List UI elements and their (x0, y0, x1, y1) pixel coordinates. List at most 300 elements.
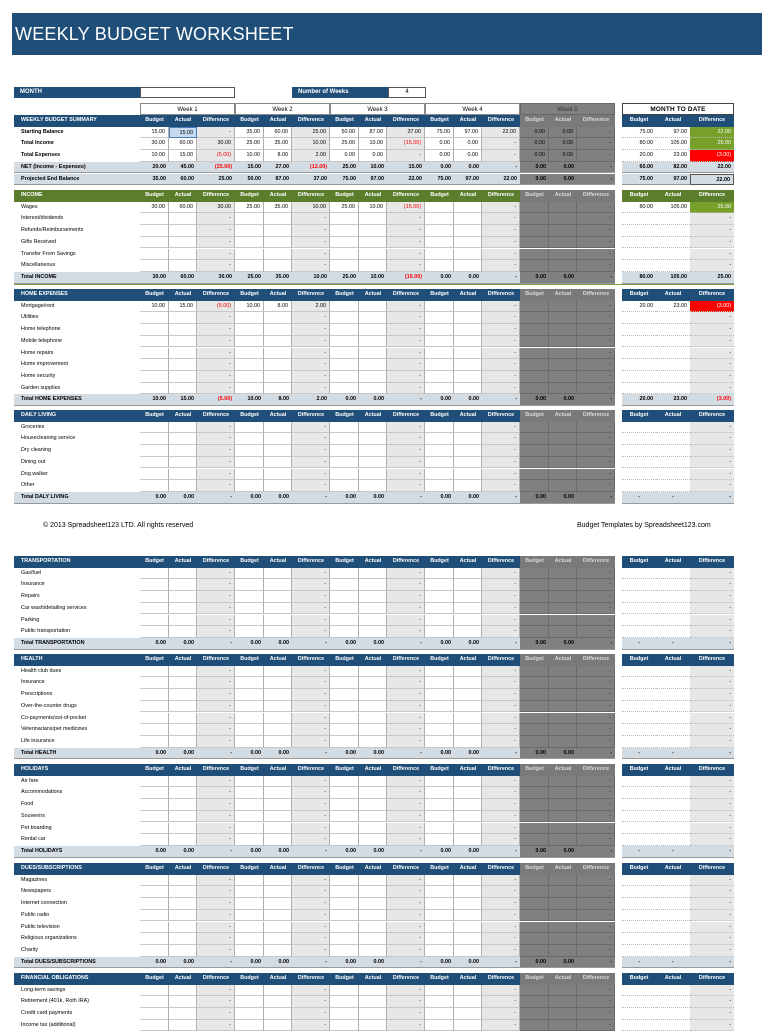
amount-input[interactable] (140, 922, 169, 934)
amount-input[interactable] (140, 689, 169, 701)
amount-input[interactable] (454, 736, 482, 748)
amount-input[interactable] (140, 225, 169, 237)
amount-input[interactable] (359, 666, 387, 678)
amount-input[interactable] (169, 724, 197, 736)
amount-input[interactable] (140, 799, 169, 811)
amount-input[interactable]: 35.00 (264, 138, 292, 150)
amount-input[interactable] (549, 336, 577, 348)
amount-input[interactable] (425, 225, 454, 237)
amount-input[interactable] (264, 445, 292, 457)
amount-input[interactable] (140, 579, 169, 591)
amount-input[interactable]: 25.00 (235, 138, 264, 150)
amount-input[interactable] (549, 213, 577, 225)
amount-input[interactable]: 60.00 (169, 202, 197, 214)
amount-input[interactable] (235, 603, 264, 615)
amount-input[interactable] (330, 579, 359, 591)
amount-input[interactable] (140, 249, 169, 261)
amount-input[interactable] (264, 225, 292, 237)
amount-input[interactable] (454, 579, 482, 591)
amount-input[interactable] (169, 312, 197, 324)
amount-input[interactable] (235, 689, 264, 701)
amount-input[interactable]: 8.00 (264, 301, 292, 313)
amount-input[interactable] (549, 260, 577, 272)
amount-input[interactable]: 0.00 (520, 127, 549, 139)
amount-input[interactable] (520, 249, 549, 261)
amount-input[interactable] (235, 799, 264, 811)
amount-input[interactable] (520, 677, 549, 689)
amount-input[interactable] (330, 615, 359, 627)
amount-input[interactable] (169, 875, 197, 887)
amount-input[interactable] (359, 469, 387, 481)
amount-input[interactable] (520, 985, 549, 997)
amount-input[interactable] (359, 933, 387, 945)
amount-input[interactable] (425, 736, 454, 748)
amount-input[interactable] (520, 579, 549, 591)
amount-input[interactable]: 10.00 (140, 150, 169, 162)
amount-input[interactable] (520, 348, 549, 360)
amount-input[interactable] (330, 359, 359, 371)
amount-input[interactable] (425, 626, 454, 638)
amount-input[interactable] (140, 713, 169, 725)
amount-input[interactable] (169, 823, 197, 835)
amount-input[interactable] (169, 469, 197, 481)
amount-input[interactable] (330, 480, 359, 492)
amount-input[interactable] (359, 811, 387, 823)
amount-input[interactable] (140, 886, 169, 898)
amount-input[interactable]: 10.00 (235, 150, 264, 162)
amount-input[interactable] (264, 626, 292, 638)
amount-input[interactable] (359, 591, 387, 603)
amount-input[interactable] (169, 260, 197, 272)
amount-input[interactable]: 10.00 (359, 138, 387, 150)
amount-input[interactable] (169, 933, 197, 945)
amount-input[interactable] (359, 301, 387, 313)
amount-input[interactable] (425, 336, 454, 348)
amount-input[interactable] (520, 237, 549, 249)
amount-input[interactable] (169, 689, 197, 701)
amount-input[interactable] (520, 383, 549, 395)
amount-input[interactable] (140, 336, 169, 348)
amount-input[interactable] (330, 996, 359, 1008)
amount-input[interactable]: 87.00 (359, 127, 387, 139)
amount-input[interactable] (330, 823, 359, 835)
amount-input[interactable] (359, 348, 387, 360)
amount-input[interactable] (330, 910, 359, 922)
amount-input[interactable] (520, 875, 549, 887)
amount-input[interactable] (425, 689, 454, 701)
amount-input[interactable] (454, 336, 482, 348)
amount-input[interactable] (454, 996, 482, 1008)
amount-input[interactable] (330, 799, 359, 811)
amount-input[interactable] (520, 689, 549, 701)
amount-input[interactable] (520, 469, 549, 481)
amount-input[interactable] (140, 371, 169, 383)
amount-input[interactable] (140, 898, 169, 910)
amount-input[interactable] (520, 260, 549, 272)
amount-input[interactable] (169, 985, 197, 997)
amount-input[interactable]: 0.00 (520, 150, 549, 162)
amount-input[interactable] (359, 225, 387, 237)
amount-input[interactable] (140, 945, 169, 957)
amount-input[interactable] (169, 213, 197, 225)
amount-input[interactable] (549, 910, 577, 922)
amount-input[interactable] (235, 898, 264, 910)
amount-input[interactable] (425, 237, 454, 249)
amount-input[interactable] (330, 469, 359, 481)
amount-input[interactable] (454, 260, 482, 272)
amount-input[interactable] (330, 724, 359, 736)
amount-input[interactable] (264, 457, 292, 469)
amount-input[interactable] (520, 886, 549, 898)
amount-input[interactable] (264, 568, 292, 580)
amount-input[interactable] (264, 985, 292, 997)
amount-input[interactable] (425, 480, 454, 492)
amount-input[interactable] (359, 626, 387, 638)
amount-input[interactable] (520, 945, 549, 957)
amount-input[interactable] (359, 336, 387, 348)
amount-input[interactable] (359, 260, 387, 272)
amount-input[interactable] (330, 324, 359, 336)
amount-input[interactable] (425, 724, 454, 736)
amount-input[interactable] (264, 834, 292, 846)
amount-input[interactable] (359, 1008, 387, 1020)
amount-input[interactable] (454, 348, 482, 360)
amount-input[interactable] (264, 898, 292, 910)
amount-input[interactable] (235, 666, 264, 678)
amount-input[interactable] (235, 591, 264, 603)
amount-input[interactable] (264, 324, 292, 336)
amount-input[interactable] (549, 985, 577, 997)
amount-input[interactable] (235, 933, 264, 945)
amount-input[interactable] (425, 324, 454, 336)
amount-input[interactable] (140, 457, 169, 469)
amount-input[interactable] (330, 933, 359, 945)
amount-input[interactable] (549, 422, 577, 434)
amount-input[interactable] (454, 301, 482, 313)
amount-input[interactable] (169, 776, 197, 788)
amount-input[interactable] (425, 371, 454, 383)
amount-input[interactable] (140, 677, 169, 689)
amount-input[interactable] (520, 811, 549, 823)
amount-input[interactable] (425, 799, 454, 811)
amount-input[interactable] (235, 701, 264, 713)
amount-input[interactable] (235, 1008, 264, 1020)
amount-input[interactable] (549, 433, 577, 445)
amount-input[interactable] (140, 603, 169, 615)
amount-input[interactable] (549, 249, 577, 261)
amount-input[interactable] (169, 922, 197, 934)
amount-input[interactable] (549, 736, 577, 748)
amount-input[interactable] (359, 834, 387, 846)
amount-input[interactable] (140, 701, 169, 713)
amount-input[interactable] (549, 626, 577, 638)
amount-input[interactable] (140, 591, 169, 603)
amount-input[interactable] (454, 724, 482, 736)
amount-input[interactable] (549, 383, 577, 395)
amount-input[interactable] (425, 713, 454, 725)
amount-input[interactable] (235, 713, 264, 725)
amount-input[interactable] (454, 922, 482, 934)
amount-input[interactable] (264, 1008, 292, 1020)
amount-input[interactable] (140, 811, 169, 823)
amount-input[interactable] (140, 615, 169, 627)
amount-input[interactable] (549, 677, 577, 689)
amount-input[interactable] (169, 568, 197, 580)
amount-input[interactable] (169, 811, 197, 823)
amount-input[interactable] (454, 324, 482, 336)
amount-input[interactable] (359, 568, 387, 580)
amount-input[interactable] (359, 1020, 387, 1032)
amount-input[interactable] (330, 1008, 359, 1020)
amount-input[interactable] (330, 348, 359, 360)
amount-input[interactable] (264, 213, 292, 225)
amount-input[interactable] (330, 787, 359, 799)
amount-input[interactable] (425, 603, 454, 615)
amount-input[interactable] (359, 383, 387, 395)
amount-input[interactable]: 60.00 (169, 138, 197, 150)
amount-input[interactable] (140, 445, 169, 457)
amount-input[interactable] (454, 383, 482, 395)
amount-input[interactable]: 8.00 (264, 150, 292, 162)
amount-input[interactable] (454, 898, 482, 910)
amount-input[interactable] (549, 312, 577, 324)
amount-input[interactable] (454, 799, 482, 811)
amount-input[interactable] (264, 1020, 292, 1032)
amount-input[interactable] (520, 336, 549, 348)
amount-input[interactable] (359, 249, 387, 261)
amount-input[interactable] (425, 811, 454, 823)
amount-input[interactable] (140, 213, 169, 225)
amount-input[interactable] (520, 933, 549, 945)
amount-input[interactable] (264, 422, 292, 434)
amount-input[interactable] (359, 457, 387, 469)
amount-input[interactable] (169, 433, 197, 445)
amount-input[interactable] (235, 776, 264, 788)
amount-input[interactable]: 25.00 (235, 202, 264, 214)
amount-input[interactable]: 50.00 (330, 127, 359, 139)
amount-input[interactable] (549, 996, 577, 1008)
amount-input[interactable] (549, 348, 577, 360)
amount-input[interactable] (520, 1020, 549, 1032)
amount-input[interactable] (520, 324, 549, 336)
amount-input[interactable] (264, 922, 292, 934)
amount-input[interactable] (425, 249, 454, 261)
amount-input[interactable] (454, 811, 482, 823)
amount-input[interactable] (264, 713, 292, 725)
amount-input[interactable] (235, 348, 264, 360)
amount-input[interactable] (549, 834, 577, 846)
amount-input[interactable] (140, 787, 169, 799)
amount-input[interactable] (169, 457, 197, 469)
amount-input[interactable] (330, 666, 359, 678)
amount-input[interactable] (549, 823, 577, 835)
amount-input[interactable] (264, 736, 292, 748)
amount-input[interactable] (140, 422, 169, 434)
amount-input[interactable] (359, 433, 387, 445)
amount-input[interactable] (549, 713, 577, 725)
amount-input[interactable] (169, 834, 197, 846)
amount-input[interactable] (359, 945, 387, 957)
amount-input[interactable] (425, 568, 454, 580)
amount-input[interactable] (520, 910, 549, 922)
amount-input[interactable] (264, 875, 292, 887)
amount-input[interactable] (359, 776, 387, 788)
amount-input[interactable] (549, 875, 577, 887)
amount-input[interactable] (330, 677, 359, 689)
amount-input[interactable] (549, 666, 577, 678)
amount-input[interactable] (425, 875, 454, 887)
amount-input[interactable] (359, 480, 387, 492)
amount-input[interactable] (140, 736, 169, 748)
amount-input[interactable] (425, 579, 454, 591)
amount-input[interactable] (169, 324, 197, 336)
amount-input[interactable] (235, 615, 264, 627)
amount-input[interactable] (264, 787, 292, 799)
amount-input[interactable] (330, 260, 359, 272)
amount-input[interactable] (425, 433, 454, 445)
amount-input[interactable] (264, 677, 292, 689)
amount-input[interactable] (330, 811, 359, 823)
amount-input[interactable] (140, 875, 169, 887)
amount-input[interactable] (264, 371, 292, 383)
amount-input[interactable] (520, 922, 549, 934)
amount-input[interactable] (549, 371, 577, 383)
amount-input[interactable] (520, 736, 549, 748)
amount-input[interactable] (549, 202, 577, 214)
amount-input[interactable]: 10.00 (140, 301, 169, 313)
amount-input[interactable] (549, 591, 577, 603)
amount-input[interactable] (425, 469, 454, 481)
amount-input[interactable] (359, 922, 387, 934)
amount-input[interactable] (235, 910, 264, 922)
amount-input[interactable] (235, 677, 264, 689)
amount-input[interactable] (330, 603, 359, 615)
amount-input[interactable] (169, 701, 197, 713)
amount-input[interactable] (330, 898, 359, 910)
amount-input[interactable]: 25.00 (330, 202, 359, 214)
amount-input[interactable] (425, 834, 454, 846)
amount-input[interactable] (330, 886, 359, 898)
amount-input[interactable] (169, 910, 197, 922)
amount-input[interactable] (549, 603, 577, 615)
amount-input[interactable] (520, 202, 549, 214)
amount-input[interactable] (520, 615, 549, 627)
amount-input[interactable] (169, 898, 197, 910)
amount-input[interactable] (520, 626, 549, 638)
amount-input[interactable]: 0.00 (359, 150, 387, 162)
amount-input[interactable] (359, 359, 387, 371)
amount-input[interactable] (169, 677, 197, 689)
amount-input[interactable] (454, 615, 482, 627)
amount-input[interactable] (264, 615, 292, 627)
amount-input[interactable] (235, 736, 264, 748)
amount-input[interactable] (169, 945, 197, 957)
amount-input[interactable] (454, 875, 482, 887)
amount-input[interactable] (520, 445, 549, 457)
amount-input[interactable]: 97.00 (454, 127, 482, 139)
amount-input[interactable] (264, 933, 292, 945)
amount-input[interactable] (520, 213, 549, 225)
amount-input[interactable] (330, 626, 359, 638)
amount-input[interactable]: 0.00 (549, 127, 577, 139)
amount-input[interactable] (520, 787, 549, 799)
amount-input[interactable] (330, 1020, 359, 1032)
amount-input[interactable] (235, 422, 264, 434)
amount-input[interactable]: 0.00 (425, 150, 454, 162)
amount-input[interactable] (520, 568, 549, 580)
amount-input[interactable]: 60.00 (264, 127, 292, 139)
amount-input[interactable] (359, 701, 387, 713)
amount-input[interactable] (359, 736, 387, 748)
amount-input[interactable] (140, 383, 169, 395)
amount-input[interactable] (330, 422, 359, 434)
amount-input[interactable] (264, 996, 292, 1008)
amount-input[interactable] (264, 724, 292, 736)
amount-input[interactable] (359, 603, 387, 615)
amount-input[interactable] (359, 324, 387, 336)
amount-input[interactable] (235, 834, 264, 846)
amount-input[interactable] (359, 886, 387, 898)
amount-input[interactable] (330, 834, 359, 846)
amount-input[interactable] (235, 433, 264, 445)
amount-input[interactable] (425, 898, 454, 910)
amount-input[interactable] (264, 359, 292, 371)
amount-input[interactable]: 15.00 (140, 127, 169, 139)
amount-input[interactable] (454, 945, 482, 957)
amount-input[interactable] (520, 713, 549, 725)
amount-input[interactable] (330, 383, 359, 395)
amount-input[interactable] (264, 579, 292, 591)
amount-input[interactable] (520, 371, 549, 383)
amount-input[interactable] (264, 480, 292, 492)
amount-input[interactable] (520, 359, 549, 371)
amount-input[interactable] (425, 996, 454, 1008)
amount-input[interactable] (169, 359, 197, 371)
amount-input[interactable] (235, 626, 264, 638)
amount-input[interactable] (359, 579, 387, 591)
amount-input[interactable] (454, 910, 482, 922)
amount-input[interactable]: 10.00 (359, 202, 387, 214)
amount-input[interactable] (264, 776, 292, 788)
amount-input[interactable] (520, 823, 549, 835)
amount-input[interactable] (425, 301, 454, 313)
amount-input[interactable]: 30.00 (140, 138, 169, 150)
amount-input[interactable] (359, 799, 387, 811)
amount-input[interactable] (520, 603, 549, 615)
amount-input[interactable] (549, 457, 577, 469)
amount-input[interactable] (264, 433, 292, 445)
amount-input[interactable] (140, 626, 169, 638)
amount-input[interactable] (330, 776, 359, 788)
amount-input[interactable] (264, 348, 292, 360)
amount-input[interactable] (140, 359, 169, 371)
amount-input[interactable] (549, 615, 577, 627)
amount-input[interactable] (454, 237, 482, 249)
amount-input[interactable] (140, 666, 169, 678)
amount-input[interactable] (454, 213, 482, 225)
amount-input[interactable] (235, 886, 264, 898)
amount-input[interactable] (425, 1020, 454, 1032)
amount-input[interactable]: 0.00 (520, 138, 549, 150)
amount-input[interactable] (520, 1008, 549, 1020)
amount-input[interactable] (264, 811, 292, 823)
amount-input[interactable] (235, 312, 264, 324)
amount-input[interactable] (235, 480, 264, 492)
amount-input[interactable] (359, 689, 387, 701)
amount-input[interactable] (425, 213, 454, 225)
amount-input[interactable] (140, 996, 169, 1008)
amount-input[interactable] (520, 898, 549, 910)
